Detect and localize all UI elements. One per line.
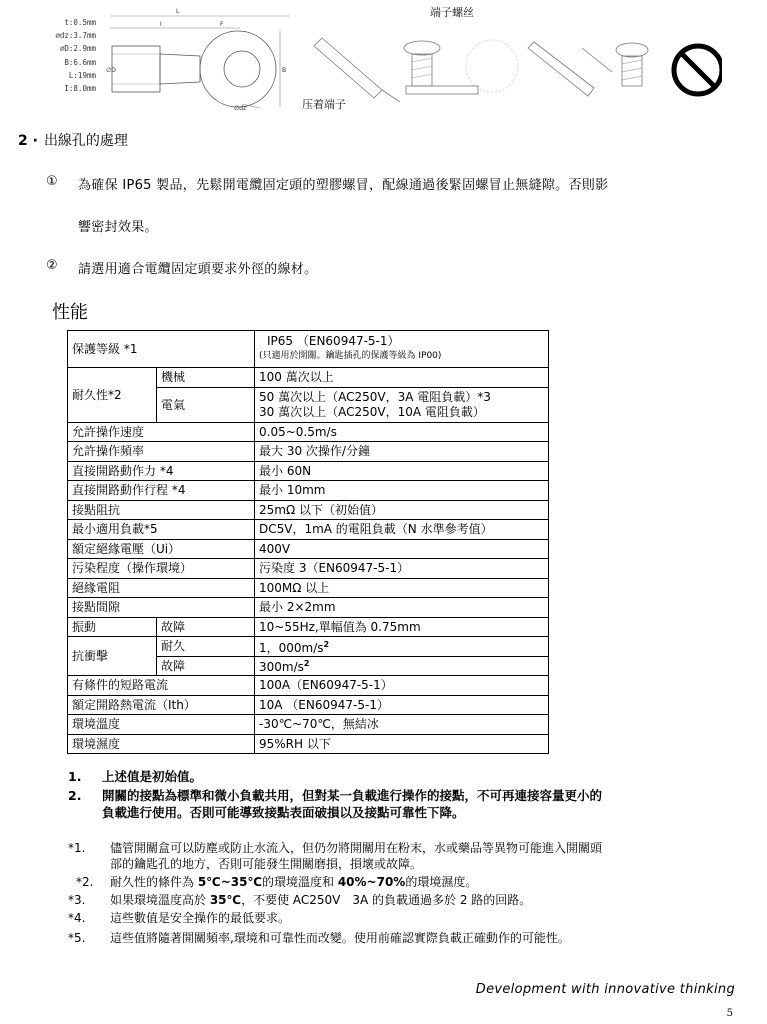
- row-value: 95%RH 以下: [255, 734, 549, 754]
- item-1-line-1: 為確保 IP65 製品，先鬆開電纜固定頭的塑膠螺冒，配線通過後緊固螺冒止無縫隙。否則影: [78, 178, 609, 193]
- vibration-fault-label: 故障: [157, 617, 255, 637]
- note-2-number: 2.: [68, 788, 82, 803]
- ring-terminal-drawing: [100, 4, 300, 112]
- protection-cell: [255, 331, 549, 368]
- electrical-value-1: 50 萬次以上（AC250V，3A 電阻負載）*3: [259, 389, 491, 404]
- table-row: [68, 461, 549, 481]
- row-value: 污染度 3（EN60947-5-1）: [255, 559, 549, 579]
- row-value: 0.05~0.5m/s: [255, 422, 549, 442]
- table-row: [68, 598, 549, 618]
- row-label: 直接開路動作行程 *4: [68, 481, 255, 501]
- table-row: [68, 422, 549, 442]
- section-2-heading: [18, 130, 128, 150]
- electrical-label: 電氣: [157, 387, 255, 422]
- row-value: 最小 60N: [255, 461, 549, 481]
- row-label: 允許操作速度: [68, 422, 255, 442]
- table-row: [68, 715, 549, 735]
- dim-i: I:8.0mm: [64, 84, 96, 94]
- footnote-3-bold-a: 35℃: [209, 893, 242, 907]
- row-label: 直接開路動作力 *4: [68, 461, 255, 481]
- footnote-2-part-a: 耐久性的條件為: [110, 875, 198, 889]
- item-2-text: 請選用適合電纜固定頭要求外徑的線材。: [78, 262, 318, 277]
- note-1-number: 1.: [68, 769, 82, 784]
- footnote-5-number: *5.: [68, 931, 86, 945]
- shock-label: 抗衝擊: [68, 637, 157, 676]
- row-label: 額定絕緣電壓（Ui）: [68, 539, 255, 559]
- vibration-value: 10~55Hz,單幅值為 0.75mm: [255, 617, 549, 637]
- performance-heading: 性能: [52, 302, 88, 323]
- footnote-4-number: *4.: [68, 911, 86, 925]
- note-2-text-2: 負載進行使用。否則可能導致接點表面破損以及接點可靠性下降。: [102, 805, 465, 820]
- footnote-2-part-c: 的環境濕度。: [405, 875, 478, 889]
- dim-letter-dz: ∅dz: [234, 105, 247, 112]
- row-label: 最小適用負載*5: [68, 520, 255, 540]
- row-value: 100MΩ 以上: [255, 578, 549, 598]
- row-label: 允許操作頻率: [68, 442, 255, 462]
- table-row: [68, 481, 549, 501]
- dim-letter-i: I: [160, 21, 162, 28]
- footnote-1-text-2: 部的鑰匙孔的地方，否則可能發生開關磨損，損壞或故障。: [110, 857, 423, 871]
- dim-l: L:19mm: [68, 70, 96, 80]
- footnote-2-number: *2.: [76, 875, 94, 889]
- item-1-mark: ①: [46, 174, 58, 189]
- dim-dz: ∅dz:3.7mm: [55, 31, 96, 41]
- row-label: 有條件的短路電流: [68, 676, 255, 696]
- table-row: [68, 676, 549, 696]
- table-row: [68, 578, 549, 598]
- row-label: 環境濕度: [68, 734, 255, 754]
- vibration-label: 振動: [68, 617, 157, 637]
- screw-mounting-illustration: [312, 18, 722, 110]
- footnote-3-part-b: ，不要使 AC250V 3A 的負載通過多於 2 路的回路。: [241, 893, 532, 907]
- performance-table: [67, 330, 549, 754]
- shock-durability-value: 1，000m/s: [259, 640, 324, 655]
- row-value: 最大 30 次操作/分鐘: [255, 442, 549, 462]
- item-2-mark: ②: [46, 258, 58, 273]
- footnote-2-bold-a: 5℃~35℃: [197, 875, 262, 889]
- row-value: 25mΩ 以下（初始值）: [255, 500, 549, 520]
- footnote-2-bold-b: 40%~70%: [337, 875, 406, 889]
- crimp-terminal-label: 压着端子: [302, 98, 346, 111]
- footnote-3-number: *3.: [68, 893, 86, 907]
- dim-d: ∅D:2.9mm: [59, 44, 96, 54]
- row-value: DC5V，1mA 的電阻負載（N 水準參考值）: [255, 520, 549, 540]
- row-label: 接點阻抗: [68, 500, 255, 520]
- footnote-2-text: [110, 874, 477, 890]
- dim-b: B:6.6mm: [64, 57, 96, 67]
- table-row: [68, 539, 549, 559]
- row-value: 10A （EN60947-5-1）: [255, 695, 549, 715]
- footnote-1-text: 儘管開關盒可以防塵或防止水流入，但仍勿將開關用在粉末，水或藥品等異物可能進入開關頭: [110, 841, 603, 855]
- mechanical-label: 機械: [157, 368, 255, 388]
- row-label: 接點間隙: [68, 598, 255, 618]
- row-value: 100A（EN60947-5-1）: [255, 676, 549, 696]
- row-label: 絕緣電阻: [68, 578, 255, 598]
- row-value: 400V: [255, 539, 549, 559]
- note-2-text: 開關的接點為標準和微小負載共用，但對某一負載進行操作的接點，不可再連接容量更小的: [102, 788, 603, 803]
- section-title: 出線孔的處理: [43, 133, 128, 149]
- footnote-5-text: 這些值將隨著開關頻率,環境和可靠性而改變。使用前確認實際負載正確動作的可能性。: [110, 931, 570, 945]
- footnote-1-number: *1.: [68, 841, 86, 855]
- table-row: [68, 520, 549, 540]
- shock-fault-cell: [255, 656, 549, 676]
- page-number: 5: [726, 1008, 733, 1019]
- protection-note: (只適用於開關。鑰匙插孔的保護等級為 IP00): [259, 351, 442, 361]
- superscript-2: 2: [323, 639, 330, 649]
- table-row: [68, 637, 549, 657]
- protection-label: 保護等級 *1: [68, 331, 255, 368]
- durability-label: 耐久性*2: [68, 368, 157, 423]
- shock-fault-label: 故障: [157, 656, 255, 676]
- mechanical-value: 100 萬次以上: [255, 368, 549, 388]
- section-number: 2 ·: [18, 133, 38, 149]
- protection-value: IP65 （EN60947-5-1）: [267, 334, 400, 348]
- shock-durability-label: 耐久: [157, 637, 255, 657]
- row-value: -30℃~70℃，無結冰: [255, 715, 549, 735]
- footnote-3-part-a: 如果環境溫度高於: [110, 893, 210, 907]
- table-row: [68, 442, 549, 462]
- row-label: 污染程度（操作環境）: [68, 559, 255, 579]
- dim-t: t:0.5mm: [64, 18, 96, 27]
- electrical-cell: [255, 387, 549, 422]
- table-row: [68, 617, 549, 637]
- table-row: [68, 734, 549, 754]
- electrical-value-2: 30 萬次以上（AC250V，10A 電阻負載）: [259, 404, 485, 419]
- table-row: [68, 695, 549, 715]
- shock-durability-cell: [255, 637, 549, 657]
- note-1-text: 上述值是初始值。: [102, 769, 203, 784]
- table-row: [68, 559, 549, 579]
- row-value: 最小 2×2mm: [255, 598, 549, 618]
- superscript-2: 2: [303, 659, 310, 669]
- shock-fault-value: 300m/s: [259, 660, 304, 675]
- row-label: 環境溫度: [68, 715, 255, 735]
- dim-letter-d: ∅D: [106, 67, 116, 74]
- table-row: [68, 500, 549, 520]
- footnote-4-text: 這些數值是安全操作的最低要求。: [110, 911, 291, 925]
- footnote-3-text: [110, 892, 531, 908]
- item-1-line-2: 響密封效果。: [78, 220, 158, 235]
- row-label: 額定開路熱電流（Ith）: [68, 695, 255, 715]
- terminal-dimensions: [48, 16, 96, 95]
- dim-letter-l: L: [176, 8, 180, 15]
- footnote-2-part-b: 的環境溫度和: [262, 875, 338, 889]
- table-row: [68, 331, 549, 368]
- dim-letter-f: F: [220, 21, 224, 28]
- footer-slogan: Development with innovative thinking: [475, 982, 735, 997]
- table-row: [68, 368, 549, 388]
- dim-letter-b: B: [282, 67, 287, 74]
- row-value: 最小 10mm: [255, 481, 549, 501]
- terminal-screw-label: 端子螺丝: [430, 6, 474, 19]
